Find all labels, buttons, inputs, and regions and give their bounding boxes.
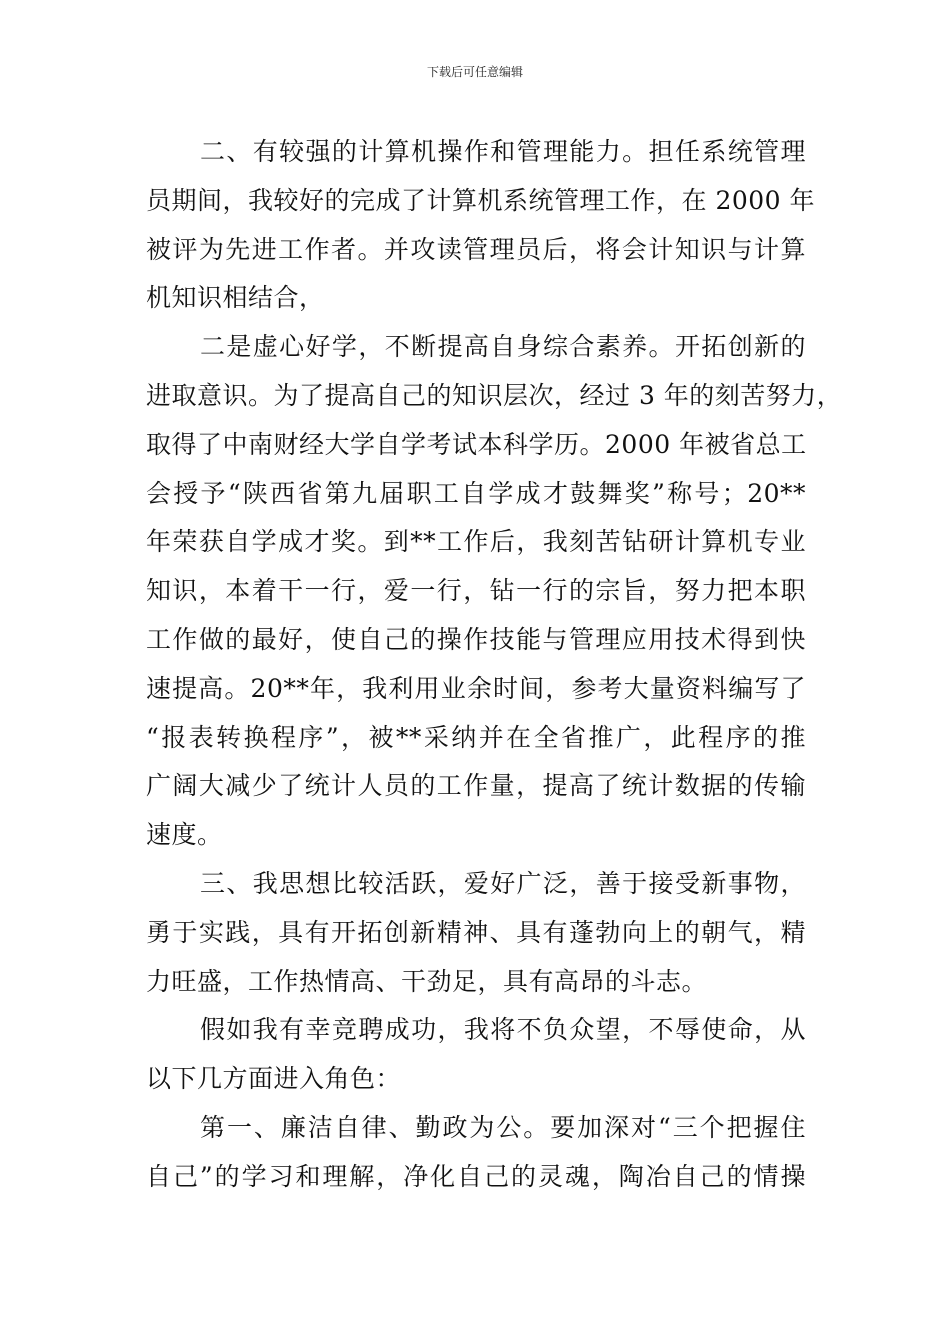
text-line: 力旺盛，工作热情高、干劲足，具有高昂的斗志。 <box>146 966 708 996</box>
text-line: 知识，本着干一行，爱一行，钻一行的宗旨，努力把本职 <box>146 576 806 606</box>
document-body <box>146 128 843 1202</box>
text-line: 自己”的学习和理解，净化自己的灵魂，陶冶自己的情操 <box>146 1161 806 1191</box>
text-line: 速度。 <box>146 820 223 850</box>
text-line: 第一、廉洁自律、勤政为公。要加深对“三个把握住 <box>200 1112 806 1142</box>
text-line: 假如我有幸竞聘成功，我将不负众望，不辱使命，从 <box>200 1015 806 1045</box>
text-line: 会授予“陕西省第九届职工自学成才鼓舞奖”称号；20** <box>146 478 806 508</box>
text-line: 工作做的最好，使自己的操作技能与管理应用技术得到快 <box>146 624 806 654</box>
text-line: 取得了中南财经大学自学考试本科学历。2000 年被省总工 <box>146 429 807 459</box>
text-line: 进取意识。为了提高自己的知识层次，经过 3 年的刻苦努力， <box>146 380 843 410</box>
text-line: “报表转换程序”，被**采纳并在全省推广，此程序的推 <box>146 722 806 752</box>
text-line: 机知识相结合， <box>146 283 325 313</box>
text-line: 以下几方面进入角色： <box>146 1064 402 1094</box>
text-line: 速提高。20**年，我利用业余时间，参考大量资料编写了 <box>146 673 806 703</box>
text-line: 员期间，我较好的完成了计算机系统管理工作，在 2000 年 <box>146 185 816 215</box>
text-line: 二、有较强的计算机操作和管理能力。担任系统管理 <box>200 137 806 166</box>
text-line: 三、我思想比较活跃，爱好广泛，善于接受新事物， <box>200 868 806 898</box>
text-line: 被评为先进工作者。并攻读管理员后，将会计知识与计算 <box>146 234 806 264</box>
page-header: 下载后可任意编辑 <box>426 65 523 79</box>
text-line: 广阔大减少了统计人员的工作量，提高了统计数据的传输 <box>146 771 806 801</box>
text-line: 年荣获自学成才奖。到**工作后，我刻苦钻研计算机专业 <box>146 527 806 557</box>
text-line: 勇于实践，具有开拓创新精神、具有蓬勃向上的朝气，精 <box>146 917 806 947</box>
text-line: 二是虚心好学，不断提高自身综合素养。开拓创新的 <box>200 332 806 362</box>
